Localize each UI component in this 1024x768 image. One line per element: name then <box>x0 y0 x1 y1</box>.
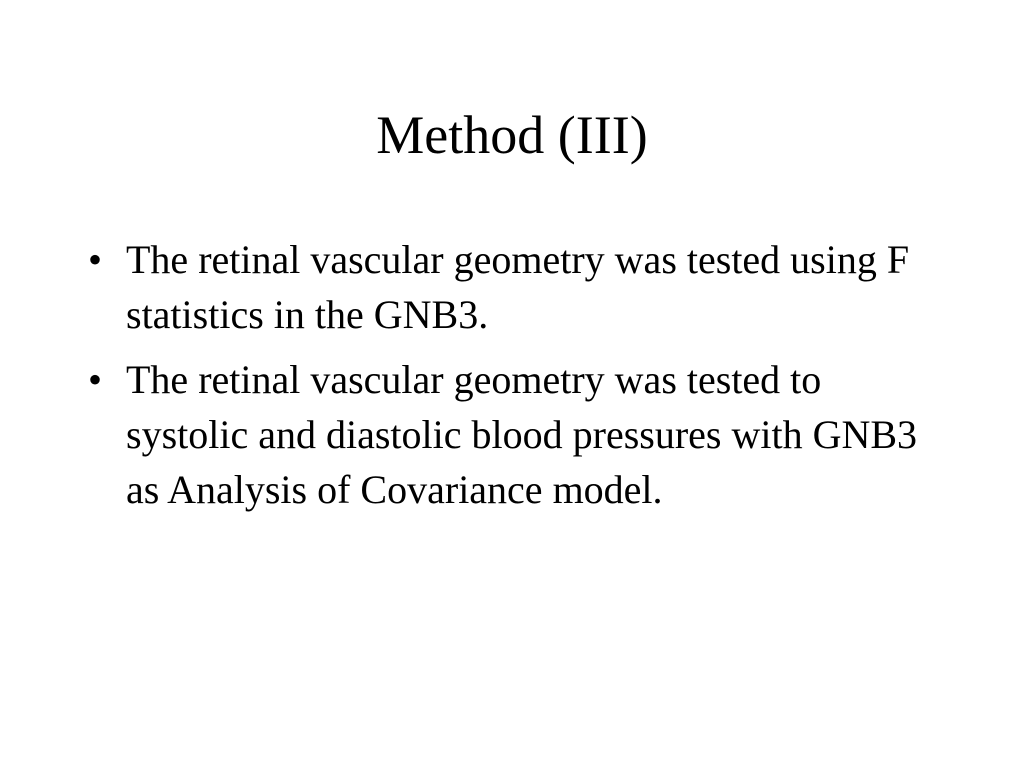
bullet-list <box>88 232 948 527</box>
bullet-marker: • <box>88 237 103 282</box>
bullet-item <box>88 352 948 517</box>
bullet-marker: • <box>88 357 103 402</box>
bullet-text: The retinal vascular geometry was tested to systolic and diastolic blood pressures with GNB3 as Analysis of Covariance model. <box>126 357 918 512</box>
bullet-text: The retinal vascular geometry was tested using F statistics in the GNB3. <box>126 237 910 337</box>
bullet-item <box>88 232 948 342</box>
slide-title: Method (III) <box>376 105 648 165</box>
